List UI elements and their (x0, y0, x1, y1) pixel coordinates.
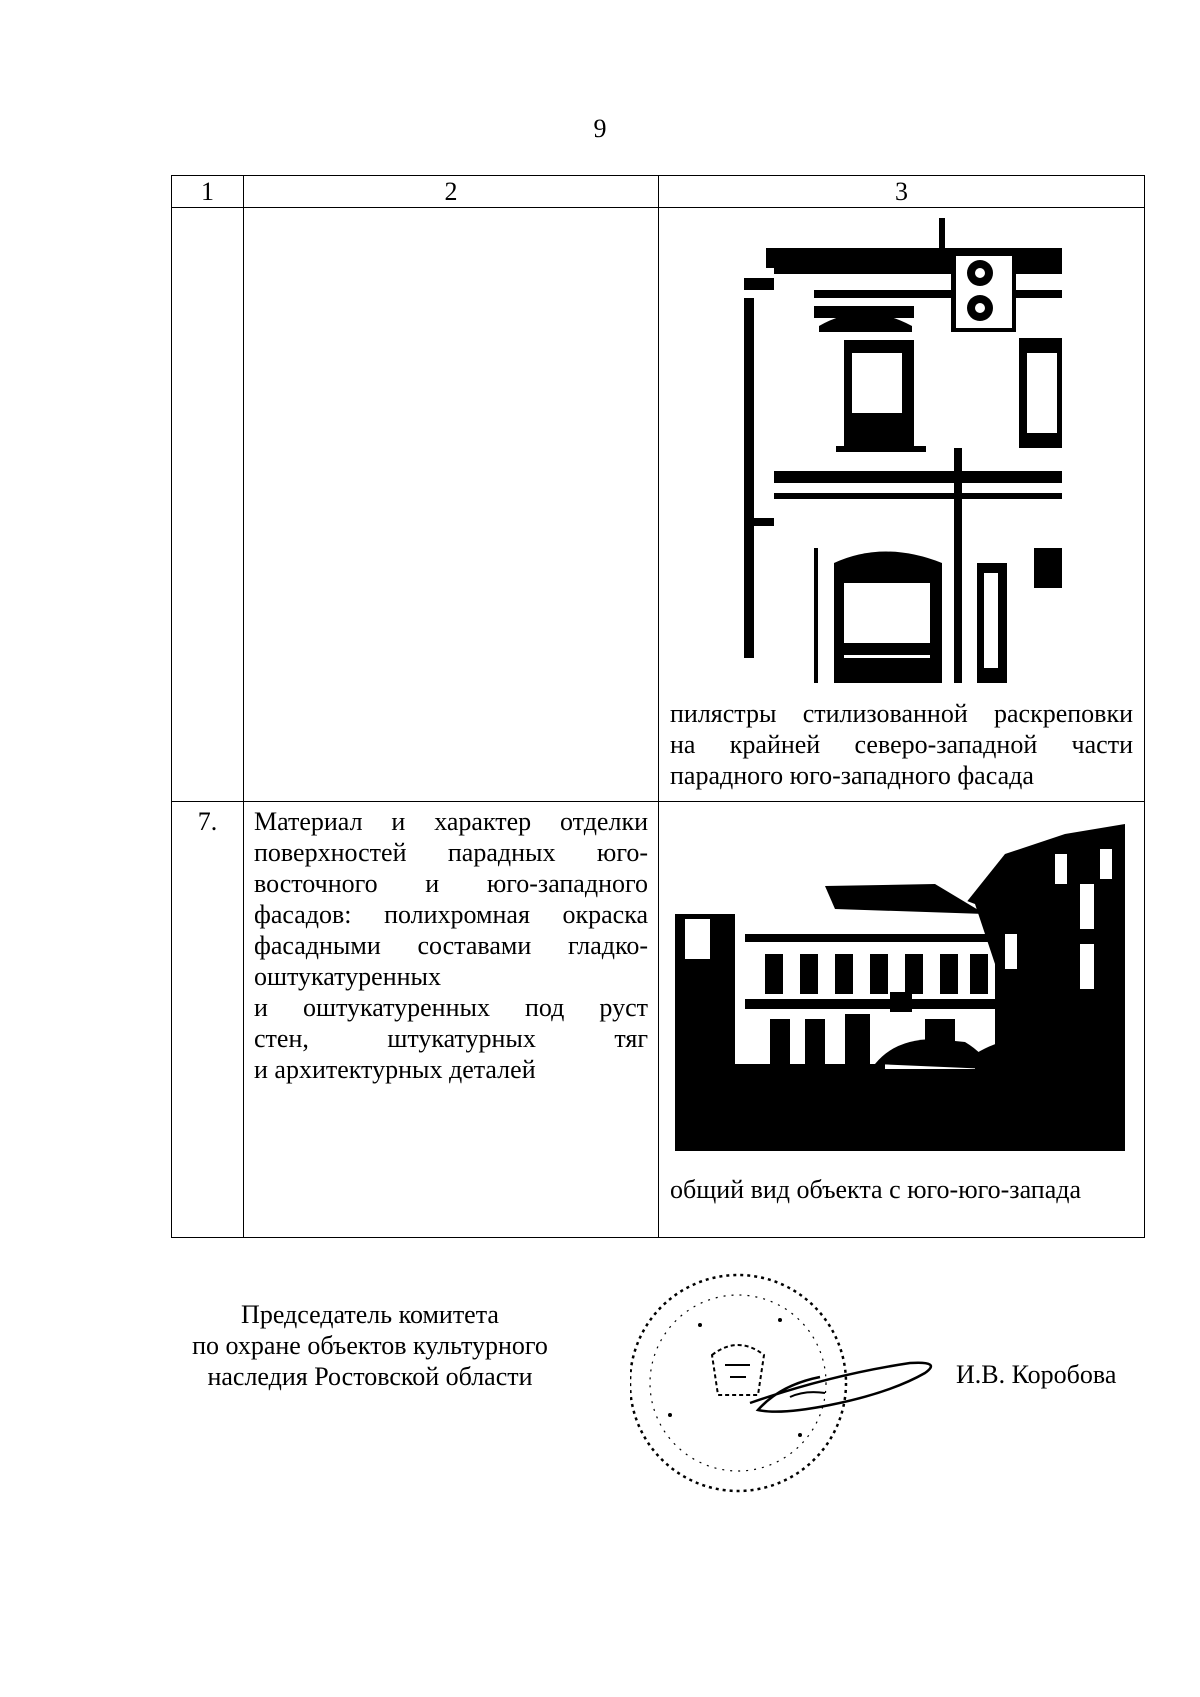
column-header-1: 1 (172, 176, 244, 208)
facade-pilaster-photo (744, 218, 1062, 690)
position-line: Председатель комитета (241, 1300, 499, 1329)
page-number: 9 (593, 114, 607, 143)
column-header-3: 3 (659, 176, 1145, 208)
position-line: наследия Ростовской области (207, 1362, 533, 1391)
description-line: и архитектурных деталей (254, 1055, 536, 1084)
row-number-cell-empty (172, 208, 244, 802)
position-line: по охране объектов культурного (192, 1331, 548, 1360)
description-line: фасадов: полихромная окраска (254, 900, 648, 929)
table-row-continued (172, 208, 1145, 802)
column-header-2: 2 (244, 176, 659, 208)
description-cell (244, 802, 659, 1238)
caption-line: пилястры стилизованной раскреповки (670, 699, 1133, 728)
description-line: оштукатуренных (254, 962, 442, 991)
caption-line: парадного юго-западного фасада (670, 761, 1034, 790)
objects-table (171, 175, 1145, 1238)
table-row-7 (172, 802, 1145, 1238)
table-header-row (172, 176, 1145, 208)
description-line: и оштукатуренных под руст (254, 993, 648, 1022)
official-seal-and-signature (630, 1265, 950, 1510)
description-line: фасадными составами гладко- (254, 931, 648, 960)
description-cell-empty (244, 208, 659, 802)
building-overview-photo (675, 814, 1125, 1158)
description-line: Материал и характер отделки (254, 807, 648, 836)
caption-line: общий вид объекта с юго-юго-запада (670, 1175, 1081, 1204)
photo-cell (659, 208, 1145, 802)
description-line: поверхностей парадных юго- (254, 838, 648, 867)
photo-cell (659, 802, 1145, 1238)
caption-line: на крайней северо-западной части (670, 730, 1133, 759)
row-number: 7. (172, 802, 244, 1238)
signatory-position (150, 1299, 590, 1392)
signatory-name: И.В. Коробова (956, 1360, 1117, 1389)
description-line: восточного и юго-западного (254, 869, 648, 898)
overview-caption (670, 1174, 1133, 1205)
pilaster-caption (670, 698, 1133, 791)
description-line: стен, штукатурных тяг (254, 1024, 648, 1053)
